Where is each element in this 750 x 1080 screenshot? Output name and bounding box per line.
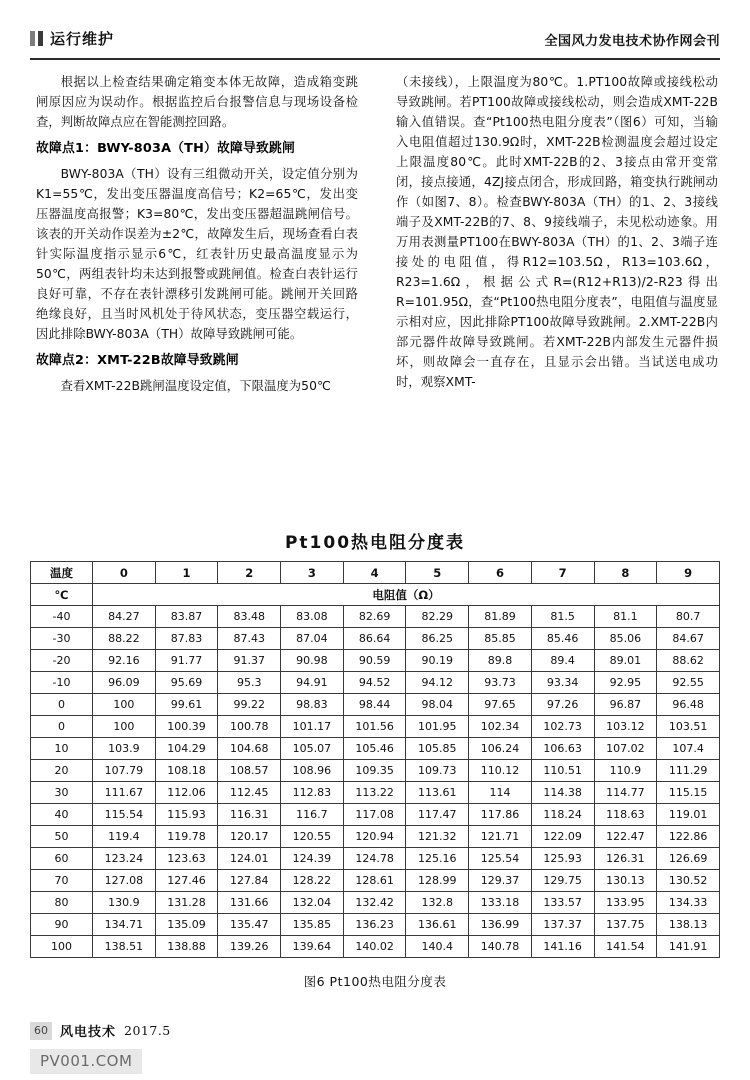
resistance-cell: 118.24 <box>531 804 594 826</box>
resistance-cell: 112.45 <box>218 782 281 804</box>
resistance-cell: 124.39 <box>281 848 344 870</box>
temperature-cell: 40 <box>31 804 93 826</box>
resistance-cell: 85.06 <box>594 628 657 650</box>
resistance-cell: 112.83 <box>281 782 344 804</box>
resistance-cell: 104.68 <box>218 738 281 760</box>
resistance-cell: 111.29 <box>657 760 720 782</box>
resistance-cell: 80.7 <box>657 606 720 628</box>
resistance-cell: 122.47 <box>594 826 657 848</box>
resistance-cell: 90.19 <box>406 650 469 672</box>
resistance-cell: 92.55 <box>657 672 720 694</box>
resistance-cell: 114 <box>469 782 532 804</box>
resistance-cell: 120.17 <box>218 826 281 848</box>
pt100-table <box>30 561 720 958</box>
resistance-cell: 132.42 <box>343 892 406 914</box>
resistance-cell: 114.38 <box>531 782 594 804</box>
resistance-cell: 81.89 <box>469 606 532 628</box>
resistance-cell: 127.46 <box>155 870 218 892</box>
resistance-cell: 100.39 <box>155 716 218 738</box>
header-divider <box>30 58 720 60</box>
resistance-cell: 84.67 <box>657 628 720 650</box>
temperature-cell: -40 <box>31 606 93 628</box>
resistance-cell: 105.85 <box>406 738 469 760</box>
temperature-cell: -30 <box>31 628 93 650</box>
resistance-cell: 96.48 <box>657 694 720 716</box>
resistance-cell: 124.01 <box>218 848 281 870</box>
resistance-cell: 133.57 <box>531 892 594 914</box>
temperature-cell: 20 <box>31 760 93 782</box>
resistance-cell: 81.1 <box>594 606 657 628</box>
fault-point-2-heading: 故障点2：XMT-22B故障导致跳闸 <box>36 353 239 369</box>
resistance-cell: 88.22 <box>93 628 156 650</box>
resistance-cell: 131.66 <box>218 892 281 914</box>
table-subheader-row <box>31 584 720 606</box>
resistance-cell: 115.93 <box>155 804 218 826</box>
resistance-cell: 83.48 <box>218 606 281 628</box>
resistance-cell: 105.07 <box>281 738 344 760</box>
resistance-cell: 85.85 <box>469 628 532 650</box>
temperature-cell: 80 <box>31 892 93 914</box>
resistance-cell: 108.96 <box>281 760 344 782</box>
resistance-cell: 124.78 <box>343 848 406 870</box>
resistance-cell: 138.51 <box>93 936 156 958</box>
resistance-cell: 108.18 <box>155 760 218 782</box>
temperature-cell: 90 <box>31 914 93 936</box>
resistance-cell: 98.44 <box>343 694 406 716</box>
resistance-cell: 114.77 <box>594 782 657 804</box>
resistance-cell: 86.25 <box>406 628 469 650</box>
resistance-cell: 82.69 <box>343 606 406 628</box>
resistance-cell: 103.51 <box>657 716 720 738</box>
resistance-cell: 125.16 <box>406 848 469 870</box>
table-row <box>31 760 720 782</box>
bars-icon <box>30 31 43 46</box>
column-header: 4 <box>343 562 406 584</box>
figure-pt100 <box>30 528 720 990</box>
resistance-cell: 92.95 <box>594 672 657 694</box>
resistance-cell: 101.56 <box>343 716 406 738</box>
resistance-cell: 121.71 <box>469 826 532 848</box>
resistance-cell: 120.55 <box>281 826 344 848</box>
header-section <box>30 28 114 49</box>
resistance-cell: 89.4 <box>531 650 594 672</box>
resistance-cell: 128.99 <box>406 870 469 892</box>
resistance-cell: 109.73 <box>406 760 469 782</box>
temperature-cell: 10 <box>31 738 93 760</box>
resistance-cell: 128.61 <box>343 870 406 892</box>
resistance-cell: 97.65 <box>469 694 532 716</box>
resistance-cell: 119.78 <box>155 826 218 848</box>
resistance-cell: 136.23 <box>343 914 406 936</box>
paragraph: 根据以上检查结果确定箱变本体无故障，造成箱变跳闸原因应为误动作。根据监控后台报警信息与现场设备检查，判断故障点应在智能测控回路。 <box>36 75 358 130</box>
resistance-cell: 93.73 <box>469 672 532 694</box>
table-header-row <box>31 562 720 584</box>
resistance-cell: 122.09 <box>531 826 594 848</box>
column-header: 2 <box>218 562 281 584</box>
fault-point-1-heading: 故障点1：BWY-803A（TH）故障导致跳闸 <box>36 141 295 157</box>
resistance-cell: 83.08 <box>281 606 344 628</box>
resistance-cell: 111.67 <box>93 782 156 804</box>
resistance-cell: 141.16 <box>531 936 594 958</box>
page-header <box>30 28 720 58</box>
resistance-header: 电阻值（Ω） <box>93 584 720 606</box>
magazine-name: 风电技术 <box>60 1025 117 1040</box>
unit-cell: ℃ <box>31 584 93 606</box>
table-row <box>31 870 720 892</box>
resistance-cell: 123.63 <box>155 848 218 870</box>
resistance-cell: 105.46 <box>343 738 406 760</box>
temperature-cell: 60 <box>31 848 93 870</box>
resistance-cell: 117.86 <box>469 804 532 826</box>
resistance-cell: 103.9 <box>93 738 156 760</box>
resistance-cell: 95.69 <box>155 672 218 694</box>
column-header: 0 <box>93 562 156 584</box>
resistance-cell: 137.37 <box>531 914 594 936</box>
resistance-cell: 128.22 <box>281 870 344 892</box>
watermark: PV001.COM <box>30 1049 142 1074</box>
resistance-cell: 140.78 <box>469 936 532 958</box>
table-row <box>31 848 720 870</box>
resistance-cell: 94.91 <box>281 672 344 694</box>
table-row <box>31 694 720 716</box>
resistance-cell: 140.02 <box>343 936 406 958</box>
resistance-cell: 100.78 <box>218 716 281 738</box>
table-row <box>31 628 720 650</box>
column-header: 6 <box>469 562 532 584</box>
resistance-cell: 134.33 <box>657 892 720 914</box>
resistance-cell: 100 <box>93 716 156 738</box>
resistance-cell: 91.77 <box>155 650 218 672</box>
resistance-cell: 101.95 <box>406 716 469 738</box>
resistance-cell: 138.13 <box>657 914 720 936</box>
resistance-cell: 107.79 <box>93 760 156 782</box>
resistance-cell: 130.9 <box>93 892 156 914</box>
resistance-cell: 119.01 <box>657 804 720 826</box>
resistance-cell: 100 <box>93 694 156 716</box>
resistance-cell: 135.47 <box>218 914 281 936</box>
left-column <box>36 72 358 397</box>
resistance-cell: 108.57 <box>218 760 281 782</box>
table-row <box>31 738 720 760</box>
column-header: 3 <box>281 562 344 584</box>
resistance-cell: 130.52 <box>657 870 720 892</box>
temperature-cell: 50 <box>31 826 93 848</box>
resistance-cell: 137.75 <box>594 914 657 936</box>
table-body <box>31 606 720 958</box>
resistance-cell: 117.08 <box>343 804 406 826</box>
temperature-cell: 30 <box>31 782 93 804</box>
column-header: 8 <box>594 562 657 584</box>
resistance-cell: 107.02 <box>594 738 657 760</box>
temp-header: 温度 <box>31 562 93 584</box>
table-row <box>31 650 720 672</box>
resistance-cell: 113.22 <box>343 782 406 804</box>
resistance-cell: 138.88 <box>155 936 218 958</box>
paragraph: BWY-803A（TH）设有三组微动开关，设定值分别为K1=55℃，发出变压器温度高信号；K2=65℃，发出变压器温度高报警；K3=80℃，发出变压器超温跳闸信号。该表的开关动作误差为±2℃，故障发生后，现场查看白表针实际温度指示显示6℃，红表针历史最高温度显示为50℃，两组表针均未达到报警或跳闸值。检查白表针运行良好可靠，不存在表针漂移引发跳闸可能。跳闸开关回路绝缘良好，且当时风机处于待风状态，变压器空载运行，因此排除BWY-803A（TH）故障导致跳闸可能。 <box>36 166 358 342</box>
resistance-cell: 89.01 <box>594 650 657 672</box>
resistance-cell: 96.09 <box>93 672 156 694</box>
page-footer <box>30 1021 171 1040</box>
figure-caption: 图6 Pt100热电阻分度表 <box>303 974 447 989</box>
temperature-cell: 100 <box>31 936 93 958</box>
figure-title: Pt100热电阻分度表 <box>284 533 466 553</box>
resistance-cell: 98.83 <box>281 694 344 716</box>
resistance-cell: 99.22 <box>218 694 281 716</box>
resistance-cell: 122.86 <box>657 826 720 848</box>
resistance-cell: 139.26 <box>218 936 281 958</box>
resistance-cell: 96.87 <box>594 694 657 716</box>
resistance-cell: 127.08 <box>93 870 156 892</box>
resistance-cell: 131.28 <box>155 892 218 914</box>
column-header: 1 <box>155 562 218 584</box>
resistance-cell: 89.8 <box>469 650 532 672</box>
resistance-cell: 123.24 <box>93 848 156 870</box>
resistance-cell: 94.12 <box>406 672 469 694</box>
resistance-cell: 104.29 <box>155 738 218 760</box>
table-row <box>31 936 720 958</box>
resistance-cell: 87.43 <box>218 628 281 650</box>
resistance-cell: 82.29 <box>406 606 469 628</box>
resistance-cell: 88.62 <box>657 650 720 672</box>
resistance-cell: 121.32 <box>406 826 469 848</box>
resistance-cell: 129.37 <box>469 870 532 892</box>
resistance-cell: 97.26 <box>531 694 594 716</box>
resistance-cell: 110.51 <box>531 760 594 782</box>
resistance-cell: 133.95 <box>594 892 657 914</box>
resistance-cell: 99.61 <box>155 694 218 716</box>
table-row <box>31 804 720 826</box>
resistance-cell: 115.54 <box>93 804 156 826</box>
resistance-cell: 133.18 <box>469 892 532 914</box>
resistance-cell: 83.87 <box>155 606 218 628</box>
resistance-cell: 94.52 <box>343 672 406 694</box>
resistance-cell: 135.09 <box>155 914 218 936</box>
resistance-cell: 116.31 <box>218 804 281 826</box>
resistance-cell: 103.12 <box>594 716 657 738</box>
resistance-cell: 136.99 <box>469 914 532 936</box>
resistance-cell: 86.64 <box>343 628 406 650</box>
temperature-cell: 70 <box>31 870 93 892</box>
resistance-cell: 127.84 <box>218 870 281 892</box>
table-row <box>31 826 720 848</box>
resistance-cell: 87.83 <box>155 628 218 650</box>
resistance-cell: 116.7 <box>281 804 344 826</box>
resistance-cell: 130.13 <box>594 870 657 892</box>
table-row <box>31 716 720 738</box>
resistance-cell: 120.94 <box>343 826 406 848</box>
temperature-cell: -10 <box>31 672 93 694</box>
resistance-cell: 102.73 <box>531 716 594 738</box>
resistance-cell: 106.24 <box>469 738 532 760</box>
article-body <box>36 72 718 522</box>
resistance-cell: 141.54 <box>594 936 657 958</box>
resistance-cell: 136.61 <box>406 914 469 936</box>
journal-title: 全国风力发电技术协作网会刊 <box>544 34 720 49</box>
resistance-cell: 98.04 <box>406 694 469 716</box>
resistance-cell: 115.15 <box>657 782 720 804</box>
resistance-cell: 90.98 <box>281 650 344 672</box>
resistance-cell: 84.27 <box>93 606 156 628</box>
resistance-cell: 126.31 <box>594 848 657 870</box>
right-column <box>396 72 718 394</box>
resistance-cell: 139.64 <box>281 936 344 958</box>
resistance-cell: 125.93 <box>531 848 594 870</box>
page-number: 60 <box>30 1022 52 1040</box>
table-row <box>31 914 720 936</box>
resistance-cell: 140.4 <box>406 936 469 958</box>
resistance-cell: 119.4 <box>93 826 156 848</box>
column-header: 9 <box>657 562 720 584</box>
resistance-cell: 125.54 <box>469 848 532 870</box>
resistance-cell: 132.04 <box>281 892 344 914</box>
temperature-cell: 0 <box>31 716 93 738</box>
resistance-cell: 135.85 <box>281 914 344 936</box>
table-row <box>31 606 720 628</box>
temperature-cell: 0 <box>31 694 93 716</box>
paragraph: 查看XMT-22B跳闸温度设定值，下限温度为50℃ <box>60 378 331 393</box>
resistance-cell: 134.71 <box>93 914 156 936</box>
resistance-cell: 117.47 <box>406 804 469 826</box>
resistance-cell: 110.12 <box>469 760 532 782</box>
resistance-cell: 110.9 <box>594 760 657 782</box>
temperature-cell: -20 <box>31 650 93 672</box>
resistance-cell: 91.37 <box>218 650 281 672</box>
paragraph: （未接线），上限温度为80℃。1.PT100故障或接线松动导致跳闸。若PT100故障或接线松动，则会造成XMT-22B输入值错误。查“Pt100热电阻分度表”（图6）可知，当输入电阻值超过130.9Ω时，XMT-22B检测温度会超过设定上限温度80℃。此时XMT-22B的2、3接点由常开变常闭，接点接通，4ZJ接点闭合，形成回路，箱变执行跳闸动作（如图7、8）。检查BWY-803A（TH）的1、2、3接线端子及XMT-22B的7、8、9接线端子，未见松动迹象。用万用表测量PT100在BWY-803A（TH）的1、2、3端子连接处的电阻值，得R12=103.5Ω，R13=103.6Ω，R23=1.6Ω，根据公式R=(R12+R13)/2-R23得出R=101.95Ω，查“Pt100热电阻分度表”，电阻值与温度显示相对应，因此排除PT100故障导致跳闸。2.XMT-22B内部元器件故障导致跳闸。若XMT-22B内部发生元器件损坏，则故障会一直存在，且显示会出错。当试送电成功时，观察XMT- <box>396 75 718 390</box>
resistance-cell: 106.63 <box>531 738 594 760</box>
resistance-cell: 85.46 <box>531 628 594 650</box>
resistance-cell: 132.8 <box>406 892 469 914</box>
resistance-cell: 90.59 <box>343 650 406 672</box>
column-header: 5 <box>406 562 469 584</box>
resistance-cell: 113.61 <box>406 782 469 804</box>
resistance-cell: 126.69 <box>657 848 720 870</box>
resistance-cell: 112.06 <box>155 782 218 804</box>
resistance-cell: 129.75 <box>531 870 594 892</box>
table-row <box>31 892 720 914</box>
resistance-cell: 102.34 <box>469 716 532 738</box>
resistance-cell: 95.3 <box>218 672 281 694</box>
table-row <box>31 782 720 804</box>
resistance-cell: 141.91 <box>657 936 720 958</box>
issue-label: 2017.5 <box>124 1023 171 1038</box>
resistance-cell: 92.16 <box>93 650 156 672</box>
table-row <box>31 672 720 694</box>
resistance-cell: 109.35 <box>343 760 406 782</box>
section-label: 运行维护 <box>50 30 115 48</box>
resistance-cell: 81.5 <box>531 606 594 628</box>
resistance-cell: 118.63 <box>594 804 657 826</box>
column-header: 7 <box>531 562 594 584</box>
resistance-cell: 93.34 <box>531 672 594 694</box>
resistance-cell: 87.04 <box>281 628 344 650</box>
resistance-cell: 107.4 <box>657 738 720 760</box>
resistance-cell: 101.17 <box>281 716 344 738</box>
